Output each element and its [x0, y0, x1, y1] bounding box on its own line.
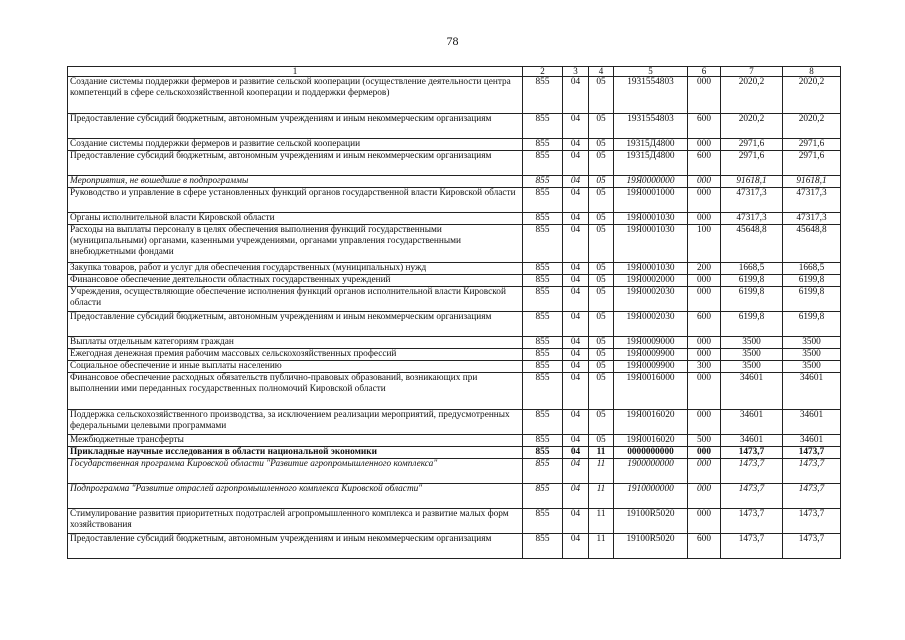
- chapter-code: 855: [523, 77, 563, 114]
- target-article-code: 19Я0001030: [614, 225, 688, 263]
- column-header: 6: [688, 67, 721, 77]
- table-row: [68, 188, 841, 213]
- subsection-code: 05: [589, 275, 614, 287]
- expense-type-code: 500: [688, 435, 721, 447]
- section-code: 04: [563, 410, 589, 435]
- amount-col8: 45648,8: [783, 225, 841, 263]
- expense-type-code: 000: [688, 287, 721, 312]
- chapter-code: 855: [523, 114, 563, 139]
- chapter-code: 855: [523, 139, 563, 151]
- subsection-code: 05: [589, 287, 614, 312]
- expense-type-code: 200: [688, 263, 721, 275]
- amount-col8: 1473,7: [783, 509, 841, 534]
- target-article-code: 19Я0002030: [614, 287, 688, 312]
- subsection-code: 05: [589, 435, 614, 447]
- section-code: 04: [563, 77, 589, 114]
- amount-col8: 2971,6: [783, 139, 841, 151]
- expense-type-code: 000: [688, 349, 721, 361]
- subsection-code: 05: [589, 225, 614, 263]
- amount-col7: 6199,8: [721, 275, 783, 287]
- amount-col7: 2971,6: [721, 139, 783, 151]
- table-row: [68, 484, 841, 509]
- table-row: [68, 349, 841, 361]
- amount-col7: 1473,7: [721, 484, 783, 509]
- chapter-code: 855: [523, 459, 563, 484]
- amount-col8: 1668,5: [783, 263, 841, 275]
- subsection-code: 11: [589, 534, 614, 559]
- row-name: Подпрограмма "Развитие отраслей агропромышленного комплекса Кировской области": [68, 484, 523, 509]
- row-name: Прикладные научные исследования в области национальной экономики: [68, 447, 523, 459]
- row-name: Социальное обеспечение и иные выплаты населению: [68, 361, 523, 373]
- row-name: Мероприятия, не вошедшие в подпрограммы: [68, 176, 523, 188]
- target-article-code: 19Я0002030: [614, 312, 688, 337]
- amount-col7: 47317,3: [721, 213, 783, 225]
- subsection-code: 05: [589, 151, 614, 176]
- subsection-code: 05: [589, 263, 614, 275]
- chapter-code: 855: [523, 534, 563, 559]
- expense-type-code: 600: [688, 114, 721, 139]
- section-code: 04: [563, 213, 589, 225]
- target-article-code: 19Я0001030: [614, 263, 688, 275]
- chapter-code: 855: [523, 263, 563, 275]
- table-row: [68, 534, 841, 559]
- expense-type-code: 300: [688, 361, 721, 373]
- table-row: [68, 77, 841, 114]
- subsection-code: 05: [589, 114, 614, 139]
- amount-col8: 47317,3: [783, 188, 841, 213]
- chapter-code: 855: [523, 312, 563, 337]
- chapter-code: 855: [523, 484, 563, 509]
- target-article-code: 19315Д4800: [614, 139, 688, 151]
- chapter-code: 855: [523, 349, 563, 361]
- amount-col7: 1668,5: [721, 263, 783, 275]
- amount-col7: 6199,8: [721, 312, 783, 337]
- chapter-code: 855: [523, 275, 563, 287]
- subsection-code: 11: [589, 447, 614, 459]
- expense-type-code: 000: [688, 337, 721, 349]
- target-article-code: 1900000000: [614, 459, 688, 484]
- amount-col8: 34601: [783, 435, 841, 447]
- amount-col7: 45648,8: [721, 225, 783, 263]
- budget-table: [67, 66, 841, 559]
- table-row: [68, 447, 841, 459]
- amount-col7: 6199,8: [721, 287, 783, 312]
- row-name: Ежегодная денежная премия рабочим массовых сельскохозяйственных профессий: [68, 349, 523, 361]
- row-name: Межбюджетные трансферты: [68, 435, 523, 447]
- subsection-code: 11: [589, 509, 614, 534]
- subsection-code: 11: [589, 484, 614, 509]
- section-code: 04: [563, 151, 589, 176]
- subsection-code: 05: [589, 213, 614, 225]
- amount-col8: 34601: [783, 373, 841, 410]
- table-header-row: [68, 67, 841, 77]
- subsection-code: 11: [589, 459, 614, 484]
- amount-col7: 1473,7: [721, 447, 783, 459]
- section-code: 04: [563, 373, 589, 410]
- table-row: [68, 435, 841, 447]
- amount-col7: 1473,7: [721, 509, 783, 534]
- table-row: [68, 509, 841, 534]
- section-code: 04: [563, 188, 589, 213]
- column-header: 2: [523, 67, 563, 77]
- expense-type-code: 000: [688, 509, 721, 534]
- row-name: Предоставление субсидий бюджетным, автономным учреждениям и иным некоммерческим организациям: [68, 534, 523, 559]
- table-row: [68, 213, 841, 225]
- section-code: 04: [563, 459, 589, 484]
- column-header: 5: [614, 67, 688, 77]
- amount-col7: 34601: [721, 435, 783, 447]
- amount-col7: 2971,6: [721, 151, 783, 176]
- section-code: 04: [563, 534, 589, 559]
- column-header: 7: [721, 67, 783, 77]
- subsection-code: 05: [589, 312, 614, 337]
- row-name: Предоставление субсидий бюджетным, автономным учреждениям и иным некоммерческим организациям: [68, 312, 523, 337]
- table-row: [68, 114, 841, 139]
- row-name: Предоставление субсидий бюджетным, автономным учреждениям и иным некоммерческим организациям: [68, 114, 523, 139]
- target-article-code: 19Я0001000: [614, 188, 688, 213]
- row-name: Расходы на выплаты персоналу в целях обеспечения выполнения функций государственными (муниципальными) органами, казенными учреждениями, органами управления государственными внебюджетными фондами: [68, 225, 523, 263]
- row-name: Закупка товаров, работ и услуг для обеспечения государственных (муниципальных) нужд: [68, 263, 523, 275]
- row-name: Руководство и управление в сфере установленных функций органов государственной власти Кировской области: [68, 188, 523, 213]
- chapter-code: 855: [523, 373, 563, 410]
- target-article-code: 19Я0009000: [614, 337, 688, 349]
- expense-type-code: 600: [688, 312, 721, 337]
- expense-type-code: 000: [688, 373, 721, 410]
- subsection-code: 05: [589, 188, 614, 213]
- row-name: Выплаты отдельным категориям граждан: [68, 337, 523, 349]
- amount-col8: 47317,3: [783, 213, 841, 225]
- table-row: [68, 139, 841, 151]
- table-row: [68, 373, 841, 410]
- section-code: 04: [563, 484, 589, 509]
- expense-type-code: 000: [688, 275, 721, 287]
- section-code: 04: [563, 349, 589, 361]
- target-article-code: 19Я0001030: [614, 213, 688, 225]
- target-article-code: 19Я0016020: [614, 410, 688, 435]
- amount-col7: 3500: [721, 337, 783, 349]
- amount-col8: 3500: [783, 349, 841, 361]
- amount-col7: 3500: [721, 349, 783, 361]
- page-number: 78: [446, 34, 459, 48]
- row-name: Финансовое обеспечение расходных обязательств публично-правовых образований, возникающих при выполнении ими переданных государственных полномочий Кировской области: [68, 373, 523, 410]
- chapter-code: 855: [523, 361, 563, 373]
- expense-type-code: 000: [688, 410, 721, 435]
- chapter-code: 855: [523, 176, 563, 188]
- target-article-code: 19Я0016000: [614, 373, 688, 410]
- section-code: 04: [563, 176, 589, 188]
- section-code: 04: [563, 435, 589, 447]
- section-code: 04: [563, 275, 589, 287]
- table-row: [68, 337, 841, 349]
- row-name: Финансовое обеспечение деятельности областных государственных учреждений: [68, 275, 523, 287]
- expense-type-code: 100: [688, 225, 721, 263]
- expense-type-code: 600: [688, 534, 721, 559]
- column-header: 4: [589, 67, 614, 77]
- amount-col8: 2020,2: [783, 114, 841, 139]
- column-header: 1: [68, 67, 523, 77]
- table-row: [68, 361, 841, 373]
- row-name: Государственная программа Кировской области "Развитие агропромышленного комплекса": [68, 459, 523, 484]
- subsection-code: 05: [589, 349, 614, 361]
- amount-col7: 1473,7: [721, 459, 783, 484]
- target-article-code: 19100R5020: [614, 534, 688, 559]
- section-code: 04: [563, 312, 589, 337]
- column-header: 8: [783, 67, 841, 77]
- table-row: [68, 410, 841, 435]
- section-code: 04: [563, 447, 589, 459]
- expense-type-code: 000: [688, 139, 721, 151]
- target-article-code: 19Я0009900: [614, 349, 688, 361]
- expense-type-code: 000: [688, 459, 721, 484]
- section-code: 04: [563, 509, 589, 534]
- chapter-code: 855: [523, 410, 563, 435]
- target-article-code: 0000000000: [614, 447, 688, 459]
- chapter-code: 855: [523, 188, 563, 213]
- row-name: Органы исполнительной власти Кировской области: [68, 213, 523, 225]
- subsection-code: 05: [589, 361, 614, 373]
- table-row: [68, 312, 841, 337]
- target-article-code: 19Я0002000: [614, 275, 688, 287]
- row-name: Учреждения, осуществляющие обеспечение исполнения функций органов исполнительной власти Кировской области: [68, 287, 523, 312]
- subsection-code: 05: [589, 139, 614, 151]
- amount-col7: 91618,1: [721, 176, 783, 188]
- amount-col8: 34601: [783, 410, 841, 435]
- row-name: Создание системы поддержки фермеров и развитие сельской кооперации: [68, 139, 523, 151]
- amount-col8: 1473,7: [783, 534, 841, 559]
- amount-col7: 3500: [721, 361, 783, 373]
- table-row: [68, 275, 841, 287]
- table-row: [68, 151, 841, 176]
- expense-type-code: 000: [688, 188, 721, 213]
- section-code: 04: [563, 361, 589, 373]
- table-row: [68, 459, 841, 484]
- row-name: Предоставление субсидий бюджетным, автономным учреждениям и иным некоммерческим организациям: [68, 151, 523, 176]
- section-code: 04: [563, 287, 589, 312]
- amount-col8: 6199,8: [783, 275, 841, 287]
- amount-col7: 47317,3: [721, 188, 783, 213]
- expense-type-code: 000: [688, 77, 721, 114]
- expense-type-code: 600: [688, 151, 721, 176]
- subsection-code: 05: [589, 337, 614, 349]
- chapter-code: 855: [523, 435, 563, 447]
- section-code: 04: [563, 114, 589, 139]
- expense-type-code: 000: [688, 447, 721, 459]
- subsection-code: 05: [589, 373, 614, 410]
- table-row: [68, 263, 841, 275]
- expense-type-code: 000: [688, 213, 721, 225]
- section-code: 04: [563, 337, 589, 349]
- column-header: 3: [563, 67, 589, 77]
- table-row: [68, 287, 841, 312]
- chapter-code: 855: [523, 287, 563, 312]
- section-code: 04: [563, 225, 589, 263]
- amount-col7: 34601: [721, 373, 783, 410]
- chapter-code: 855: [523, 213, 563, 225]
- amount-col8: 6199,8: [783, 287, 841, 312]
- target-article-code: 19315Д4800: [614, 151, 688, 176]
- section-code: 04: [563, 139, 589, 151]
- target-article-code: 19100R5020: [614, 509, 688, 534]
- amount-col7: 2020,2: [721, 77, 783, 114]
- target-article-code: 1931554803: [614, 114, 688, 139]
- target-article-code: 19Я0009900: [614, 361, 688, 373]
- chapter-code: 855: [523, 509, 563, 534]
- expense-type-code: 000: [688, 484, 721, 509]
- row-name: Создание системы поддержки фермеров и развитие сельской кооперации (осуществление деятельности центра компетенций в сфере сельскохозяйственной кооперации и поддержки фермеров): [68, 77, 523, 114]
- amount-col8: 2020,2: [783, 77, 841, 114]
- section-code: 04: [563, 263, 589, 275]
- amount-col8: 3500: [783, 361, 841, 373]
- subsection-code: 05: [589, 77, 614, 114]
- target-article-code: 1910000000: [614, 484, 688, 509]
- chapter-code: 855: [523, 337, 563, 349]
- chapter-code: 855: [523, 447, 563, 459]
- amount-col8: 6199,8: [783, 312, 841, 337]
- amount-col8: 1473,7: [783, 459, 841, 484]
- target-article-code: 19Я0016020: [614, 435, 688, 447]
- row-name: Поддержка сельскохозяйственного производства, за исключением реализации мероприятий, предусмотренных федеральными целевыми программами: [68, 410, 523, 435]
- amount-col8: 91618,1: [783, 176, 841, 188]
- table-row: [68, 176, 841, 188]
- chapter-code: 855: [523, 225, 563, 263]
- expense-type-code: 000: [688, 176, 721, 188]
- subsection-code: 05: [589, 176, 614, 188]
- chapter-code: 855: [523, 151, 563, 176]
- target-article-code: 1931554803: [614, 77, 688, 114]
- amount-col8: 1473,7: [783, 447, 841, 459]
- amount-col7: 1473,7: [721, 534, 783, 559]
- amount-col8: 2971,6: [783, 151, 841, 176]
- amount-col8: 3500: [783, 337, 841, 349]
- target-article-code: 19Я0000000: [614, 176, 688, 188]
- table-row: [68, 225, 841, 263]
- amount-col7: 2020,2: [721, 114, 783, 139]
- amount-col8: 1473,7: [783, 484, 841, 509]
- subsection-code: 05: [589, 410, 614, 435]
- amount-col7: 34601: [721, 410, 783, 435]
- row-name: Стимулирование развития приоритетных подотраслей агропромышленного комплекса и развитие малых форм хозяйствования: [68, 509, 523, 534]
